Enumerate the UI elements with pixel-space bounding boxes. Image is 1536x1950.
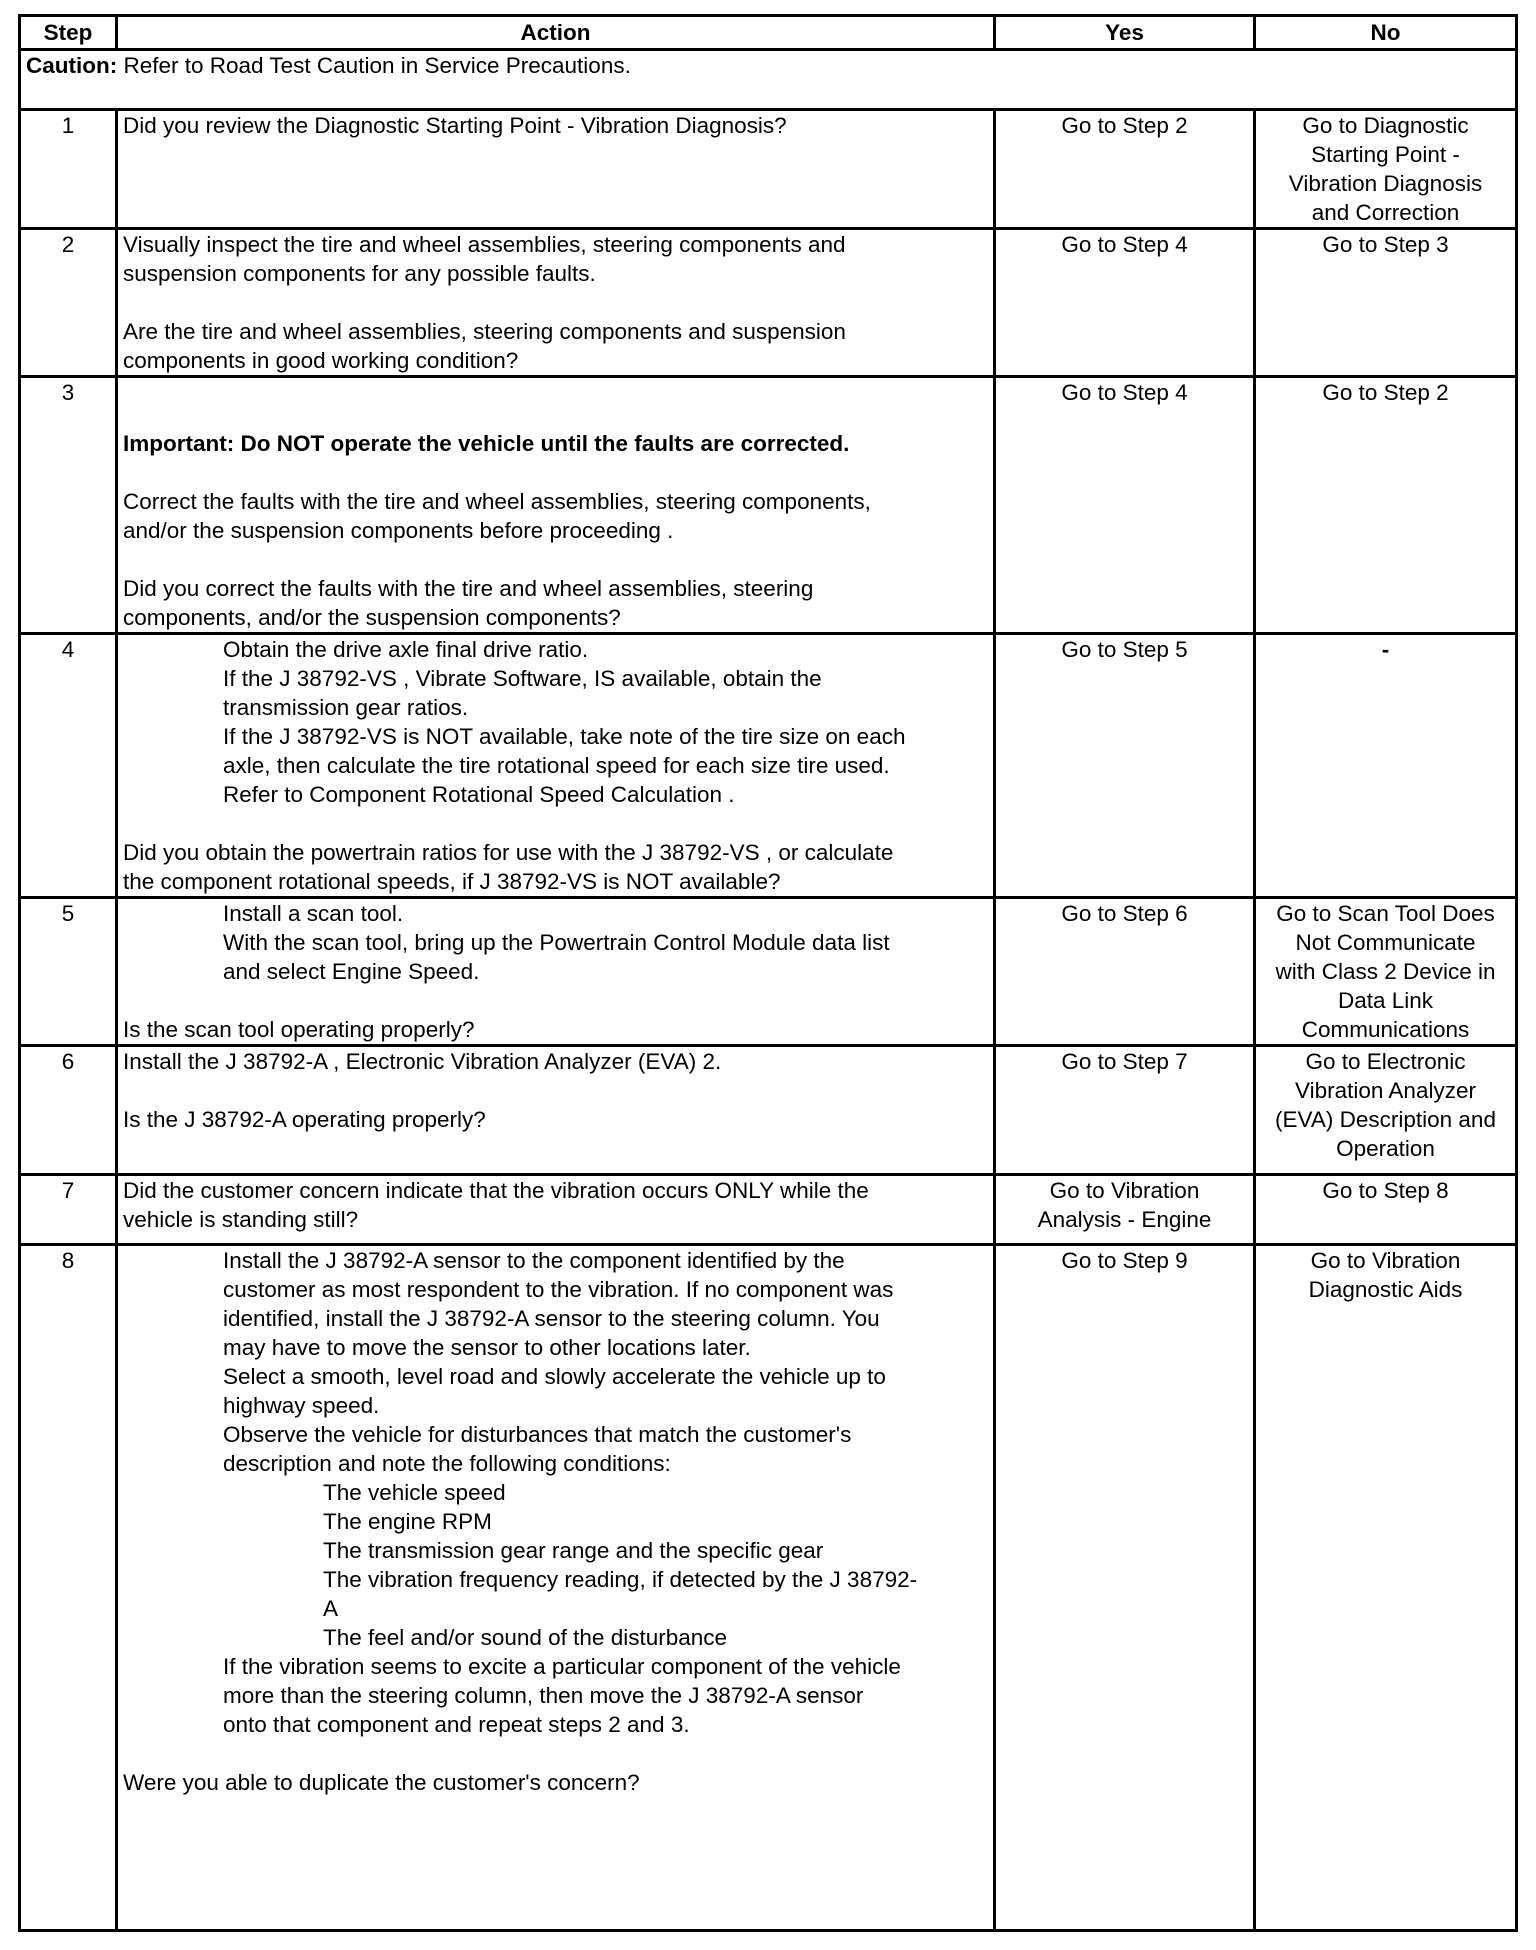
action-line: Is the J 38792-A operating properly? (123, 1107, 486, 1132)
action-line: axle, then calculate the tire rotational speed for each size tire used. (223, 753, 890, 778)
action-cell (117, 1175, 995, 1245)
action-line: Visually inspect the tire and wheel assemblies, steering components and (123, 232, 846, 257)
no-cell: Go to Step 3 (1255, 229, 1517, 377)
table-row (20, 634, 1517, 898)
action-line: highway speed. (223, 1393, 380, 1418)
action-cell (117, 634, 995, 898)
step-number: 6 (20, 1046, 117, 1175)
action-cell (117, 1046, 995, 1175)
no-cell (1255, 898, 1517, 1046)
no-line: Go to Diagnostic (1302, 113, 1469, 138)
caution-cell (20, 50, 1517, 110)
table-row (20, 1245, 1517, 1931)
action-line: Did you correct the faults with the tire and wheel assemblies, steering (123, 576, 814, 601)
action-line: description and note the following conditions: (223, 1451, 671, 1476)
no-line: Not Communicate (1295, 930, 1476, 955)
action-line: Were you able to duplicate the customer's concern? (123, 1770, 640, 1795)
no-line: and Correction (1311, 200, 1460, 225)
action-line: may have to move the sensor to other locations later. (223, 1335, 751, 1360)
no-line: Go to Electronic (1305, 1049, 1466, 1074)
no-cell (1255, 110, 1517, 229)
action-line: If the J 38792-VS , Vibrate Software, IS available, obtain the (223, 666, 822, 691)
action-line: Install a scan tool. (223, 901, 404, 926)
step-number: 2 (20, 229, 117, 377)
action-line: components, and/or the suspension components? (123, 605, 621, 630)
important-note: Important: Do NOT operate the vehicle until the faults are corrected. (123, 431, 850, 456)
spacer (123, 288, 988, 317)
table-row (20, 1175, 1517, 1245)
no-line: Vibration Diagnosis (1288, 171, 1483, 196)
yes-cell (995, 1175, 1255, 1245)
step-number: 7 (20, 1175, 117, 1245)
condition-item: A (323, 1596, 339, 1621)
header-no: No (1255, 16, 1517, 50)
action-line: Install the J 38792-A , Electronic Vibration Analyzer (EVA) 2. (123, 1049, 722, 1074)
action-line: Are the tire and wheel assemblies, steering components and suspension (123, 319, 846, 344)
step-number: 5 (20, 898, 117, 1046)
no-line: Diagnostic Aids (1308, 1277, 1463, 1302)
no-line: Data Link (1337, 988, 1434, 1013)
yes-line: Go to Vibration (1049, 1178, 1200, 1203)
condition-list (123, 1478, 988, 1652)
action-line: Is the scan tool operating properly? (123, 1017, 475, 1042)
no-cell: Go to Step 2 (1255, 377, 1517, 634)
no-cell: - (1255, 634, 1517, 898)
indented-block (123, 635, 988, 809)
no-line: with Class 2 Device in (1275, 959, 1496, 984)
action-line: vehicle is standing still? (123, 1207, 359, 1232)
table-header-row (20, 16, 1517, 50)
yes-cell: Go to Step 5 (995, 634, 1255, 898)
step-number: 3 (20, 377, 117, 634)
action-line: Did the customer concern indicate that the vibration occurs ONLY while the (123, 1178, 869, 1203)
caution-text: Refer to Road Test Caution in Service Precautions. (117, 53, 631, 78)
table-row (20, 898, 1517, 1046)
condition-item: The vehicle speed (323, 1480, 506, 1505)
diagnostic-steps-table (18, 14, 1518, 1932)
condition-item: The feel and/or sound of the disturbance (323, 1625, 728, 1650)
action-line: and/or the suspension components before proceeding . (123, 518, 674, 543)
spacer (123, 545, 988, 574)
indented-block (123, 1652, 988, 1739)
action-line: If the J 38792-VS is NOT available, take note of the tire size on each (223, 724, 906, 749)
action-line: Did you obtain the powertrain ratios for use with the J 38792-VS , or calculate (123, 840, 894, 865)
no-line: Starting Point - (1311, 142, 1460, 167)
header-yes: Yes (995, 16, 1255, 50)
condition-item: The engine RPM (323, 1509, 492, 1534)
action-line: identified, install the J 38792-A sensor to the steering column. You (223, 1306, 880, 1331)
no-cell (1255, 1046, 1517, 1175)
yes-line: Analysis - Engine (1037, 1207, 1212, 1232)
yes-cell: Go to Step 4 (995, 229, 1255, 377)
action-cell (117, 1245, 995, 1931)
action-line: transmission gear ratios. (223, 695, 469, 720)
no-line: Vibration Analyzer (1295, 1078, 1476, 1103)
yes-cell: Go to Step 9 (995, 1245, 1255, 1931)
action-line: Refer to Component Rotational Speed Calculation . (223, 782, 735, 807)
step-number: 8 (20, 1245, 117, 1931)
no-line: Operation (1336, 1136, 1435, 1161)
action-line: components in good working condition? (123, 348, 519, 373)
yes-cell: Go to Step 6 (995, 898, 1255, 1046)
action-line: Select a smooth, level road and slowly accelerate the vehicle up to (223, 1364, 886, 1389)
action-line: If the vibration seems to excite a particular component of the vehicle (223, 1654, 901, 1679)
action-cell (117, 377, 995, 634)
spacer (123, 458, 988, 487)
indented-block (123, 1246, 988, 1478)
table-row (20, 377, 1517, 634)
action-line: and select Engine Speed. (223, 959, 480, 984)
caution-row (20, 50, 1517, 110)
no-line: Go to Scan Tool Does (1276, 901, 1495, 926)
table-row (20, 1046, 1517, 1175)
caution-label: Caution: (26, 53, 118, 78)
no-line: (EVA) Description and (1275, 1107, 1496, 1132)
action-line: Obtain the drive axle final drive ratio. (223, 637, 589, 662)
spacer (123, 1739, 988, 1768)
action-line: customer as most respondent to the vibration. If no component was (223, 1277, 894, 1302)
no-line: Go to Vibration (1310, 1248, 1461, 1273)
action-line: Did you review the Diagnostic Starting Point - Vibration Diagnosis? (123, 113, 787, 138)
table-row (20, 110, 1517, 229)
action-line: Observe the vehicle for disturbances that match the customer's (223, 1422, 852, 1447)
no-cell (1255, 1245, 1517, 1931)
spacer (123, 1076, 988, 1105)
spacer (123, 378, 988, 407)
action-cell (117, 229, 995, 377)
action-line: more than the steering column, then move the J 38792-A sensor (223, 1683, 864, 1708)
yes-cell: Go to Step 4 (995, 377, 1255, 634)
action-cell (117, 898, 995, 1046)
no-line: Communications (1301, 1017, 1470, 1042)
header-action: Action (117, 16, 995, 50)
action-line: Correct the faults with the tire and wheel assemblies, steering components, (123, 489, 871, 514)
step-number: 4 (20, 634, 117, 898)
action-line: suspension components for any possible faults. (123, 261, 596, 286)
yes-cell: Go to Step 7 (995, 1046, 1255, 1175)
table-row (20, 229, 1517, 377)
action-cell (117, 110, 995, 229)
action-line: Install the J 38792-A sensor to the component identified by the (223, 1248, 845, 1273)
spacer (123, 809, 988, 838)
no-cell: Go to Step 8 (1255, 1175, 1517, 1245)
yes-cell: Go to Step 2 (995, 110, 1255, 229)
diagnostic-table-page (18, 14, 1518, 1932)
condition-item: The vibration frequency reading, if detected by the J 38792- (323, 1567, 918, 1592)
indented-block (123, 899, 988, 986)
spacer (123, 986, 988, 1015)
condition-item: The transmission gear range and the specific gear (323, 1538, 824, 1563)
action-line: the component rotational speeds, if J 38792-VS is NOT available? (123, 869, 781, 894)
action-line: With the scan tool, bring up the Powertrain Control Module data list (223, 930, 890, 955)
step-number: 1 (20, 110, 117, 229)
header-step: Step (20, 16, 117, 50)
action-line: onto that component and repeat steps 2 and 3. (223, 1712, 690, 1737)
